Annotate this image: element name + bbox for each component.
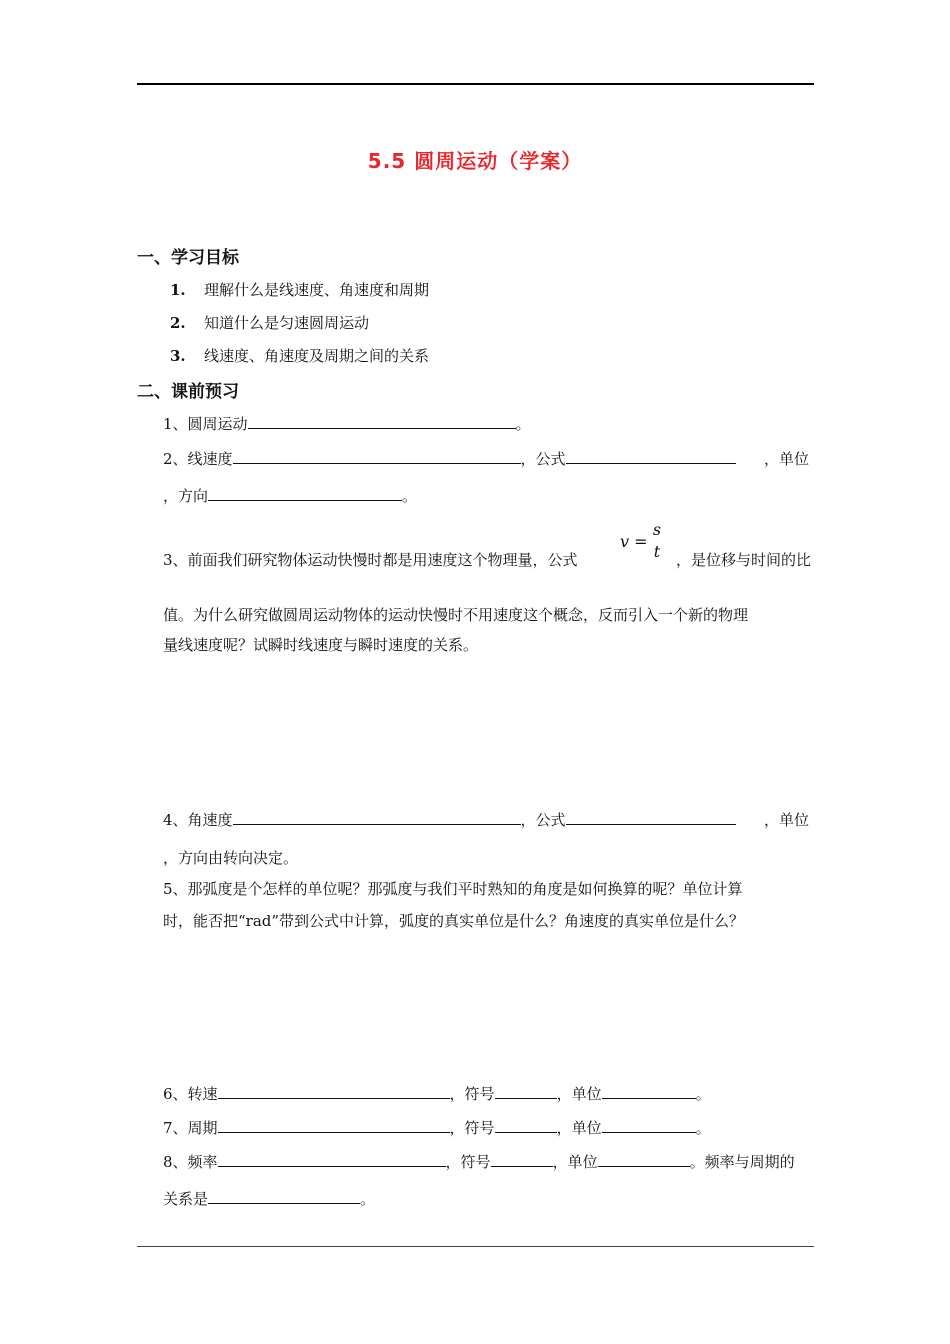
q2-blank[interactable] [233,448,521,464]
q2-direction-blank[interactable] [208,485,402,501]
q8-end: 。 [360,1190,376,1208]
q4-label: 4、角速度 [163,811,233,829]
q6-symbol-blank[interactable] [495,1083,557,1099]
question-2 [163,448,736,469]
q8-relation-label: 关系是 [163,1190,209,1208]
q2-unit-label: ，单位 [764,450,810,468]
q1-label: 1、圆周运动 [163,415,248,433]
question-5 [163,873,818,937]
q8-label: 8、频率 [163,1153,218,1171]
q4-unit-label: ，单位 [764,811,810,829]
q5-line-2: 时，能否把“rad”带到公式中计算，弧度的真实单位是什么？角速度的真实单位是什么？ [163,912,745,930]
q2-formula-blank[interactable] [566,448,736,464]
q1-end: 。 [515,415,531,433]
q6-label: 6、转速 [163,1085,218,1103]
q6-end: 。 [695,1085,711,1103]
question-7 [163,1117,711,1138]
goal-item [170,312,369,333]
question-1 [163,413,531,434]
q3-line-2: 值。为什么研究做圆周运动物体的运动快慢时不用速度这个概念，反而引入一个新的物理 [163,606,749,624]
page-title: 5.5 圆周运动（学案） [367,149,583,173]
q7-end: 。 [695,1119,711,1137]
q6-unit-label: ，单位 [556,1085,602,1103]
goal-item [170,345,429,366]
q4-direction-text: ，方向由转向决定。 [163,849,299,867]
goal-text: 线速度、角速度及周期之间的关系 [204,347,430,365]
q2-formula-label: ，公式 [520,450,566,468]
q7-unit-label: ，单位 [556,1119,602,1137]
q7-symbol-label: ，符号 [449,1119,495,1137]
q4-formula-label: ，公式 [520,811,566,829]
q6-blank[interactable] [218,1083,450,1099]
q8-symbol-blank[interactable] [491,1151,553,1167]
question-6 [163,1083,711,1104]
section-heading-preview: 二、课前预习 [137,382,239,402]
q6-symbol-label: ，符号 [449,1085,495,1103]
q8-unit-label: ，单位 [552,1153,598,1171]
q3-paragraph [163,600,818,660]
question-8 [163,1151,795,1172]
q4-blank[interactable] [233,809,521,825]
q7-unit-blank[interactable] [602,1117,696,1133]
q8-symbol-label: ，符号 [445,1153,491,1171]
q2-direction-label: ，方向 [163,487,209,505]
question-2-cont [163,485,417,506]
goal-number: 2. [170,314,186,332]
section-heading-goals: 一、学习目标 [137,248,239,268]
question-3 [163,549,578,570]
q8-unit-blank[interactable] [598,1151,690,1167]
q6-unit-blank[interactable] [602,1083,696,1099]
q3-line-3: 量线速度呢？试瞬时线速度与瞬时速度的关系。 [163,636,479,654]
question-4 [163,809,736,830]
goal-text: 知道什么是匀速圆周运动 [204,314,370,332]
q8-blank[interactable] [218,1151,446,1167]
q2-label: 2、线速度 [163,450,233,468]
q1-blank[interactable] [248,413,516,429]
q4-formula-blank[interactable] [566,809,736,825]
goal-item [170,279,429,300]
q5-line-1: 5、那弧度是个怎样的单位呢？那弧度与我们平时熟知的角度是如何换算的呢？单位计算 [163,880,743,898]
formula-fraction [650,520,664,561]
footer-rule [137,1246,814,1247]
q2-end: 。 [402,487,418,505]
question-4-cont [163,847,298,868]
goal-number: 1. [170,281,186,299]
formula-denominator: t [653,542,661,561]
q7-blank[interactable] [218,1117,450,1133]
formula-numerator: s [652,520,662,539]
q3-before: 3、前面我们研究物体运动快慢时都是用速度这个物理量，公式 [163,551,578,569]
goal-text: 理解什么是线速度、角速度和周期 [204,281,430,299]
question-8-cont [163,1188,375,1209]
q7-label: 7、周期 [163,1119,218,1137]
q7-symbol-blank[interactable] [495,1117,557,1133]
q8-relation-blank[interactable] [208,1188,360,1204]
header-rule [137,83,814,85]
q8-tail: 。频率与周期的 [689,1153,795,1171]
formula-lhs: v = [620,532,648,551]
q3-after: ，是位移与时间的比 [676,551,812,569]
goal-number: 3. [170,347,186,365]
